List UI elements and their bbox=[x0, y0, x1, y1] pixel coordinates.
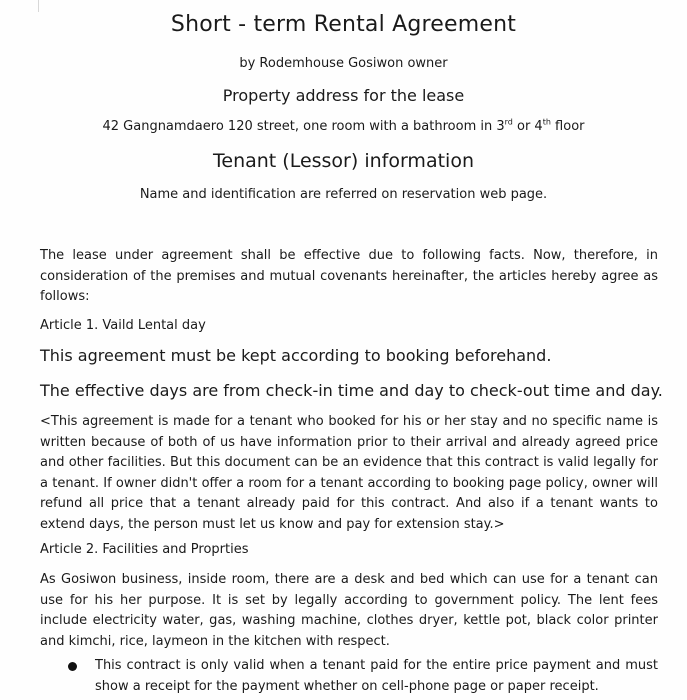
article-2-heading: Article 2. Facilities and Proprties bbox=[40, 542, 249, 557]
tenant-heading: Tenant (Lessor) information bbox=[213, 150, 474, 172]
document-title: Short - term Rental Agreement bbox=[170, 12, 517, 37]
bullet-text: This contract is only valid when a tenant paid for the entire price payment and must show a receipt for the payment whether on cell-phone page or paper receipt. bbox=[95, 658, 658, 694]
address-sup-th: th bbox=[542, 117, 551, 127]
address-heading: Property address for the lease bbox=[222, 86, 465, 105]
document-byline: by Rodemhouse Gosiwon owner bbox=[239, 56, 448, 71]
article-1-heading: Article 1. Vaild Lental day bbox=[40, 318, 206, 333]
article-1-statement-2: The effective days are from check-in time and day to check-out time and day. bbox=[40, 381, 663, 400]
address-line bbox=[0, 119, 687, 134]
address-sup-rd: rd bbox=[504, 117, 513, 127]
bullet-dot-icon bbox=[68, 662, 77, 671]
article-2-paragraph: As Gosiwon business, inside room, there are a desk and bed which can use for a tenant can use for his her purpose. It is set by legally according to government policy. The lent fees include electricity water, gas, washing machine, clothes dryer, kettle pot, black color printer and kimchi, rice, laymeon in the kitchen with respect. bbox=[40, 572, 658, 649]
address-text-end: floor bbox=[550, 119, 585, 134]
address-text-start: 42 Gangnamdaero 120 street, one room with a bathroom in 3 bbox=[102, 119, 505, 134]
tenant-note: Name and identification are referred on reservation web page. bbox=[139, 187, 548, 202]
intro-paragraph: The lease under agreement shall be effective due to following facts. Now, therefore, in consideration of the premises and mutual covenants hereinafter, the articles hereby agree as follows: bbox=[40, 248, 658, 304]
page-edge-mark bbox=[38, 0, 39, 12]
article-1-statement-1: This agreement must be kept according to booking beforehand. bbox=[40, 346, 552, 365]
address-text-mid: or 4 bbox=[512, 119, 543, 134]
article-1-paragraph: <This agreement is made for a tenant who booked for his or her stay and no specific name is written because of both of us have information prior to their arrival and already agreed price and other facilities. But this document can be an evidence that this contract is valid legally for a tenant. If owner didn't offer a room for a tenant according to booking page policy, owner will refund all price that a tenant already paid for this contract. And also if a tenant wants to extend days, the person must let us know and pay for extension stay.> bbox=[40, 414, 658, 532]
